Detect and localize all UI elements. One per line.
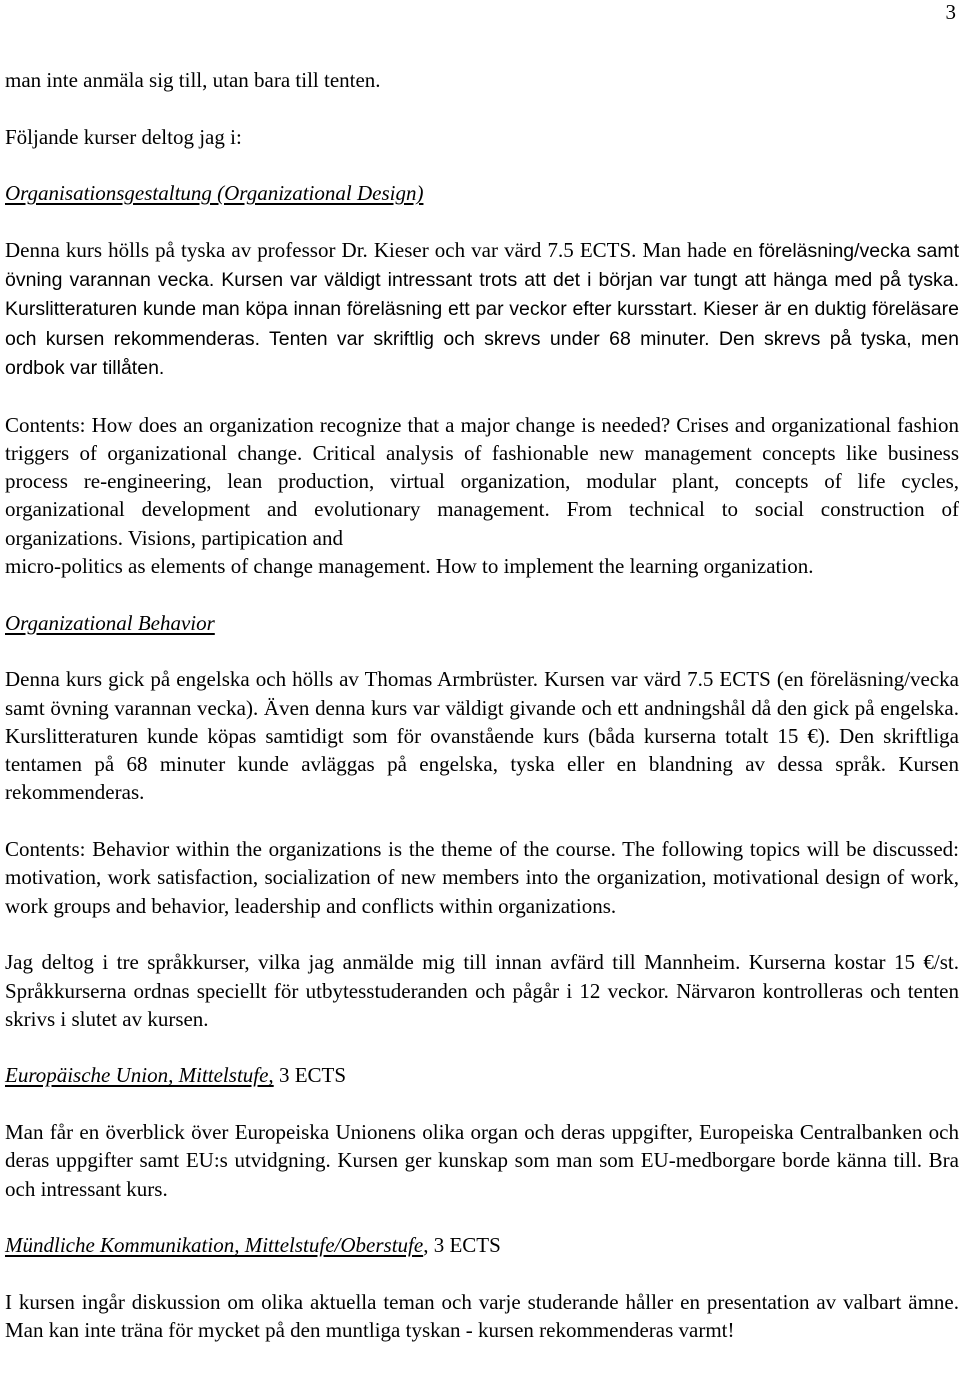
course2-title: Organizational Behavior <box>5 610 215 635</box>
course1-heading <box>5 179 959 207</box>
course1-description-sans: föreläsning/vecka samt övning varannan vecka. Kursen var väldigt intressant trots att det i början var tungt att hänga med på tyska. Kurslitteraturen kunde man köpa innan föreläsning ett par veckor efter kursstart. Kieser är en duktig föreläsare och kursen rekommenderas. Tenten var skriftlig och skrevs under 68 minuter. Den skrevs på tyska, men ordbok var tillåten. <box>5 239 959 379</box>
course1-description-serif: Denna kurs hölls på tyska av professor Dr. Kieser och var värd 7.5 ECTS. Man hade en <box>5 237 753 262</box>
course2-description: Denna kurs gick på engelska och hölls av Thomas Armbrüster. Kursen var värd 7.5 ECTS (en föreläsning/vecka samt övning varannan vecka). Även denna kurs var väldigt givande och ett andningshål då den gick på engelska. Kurslitteraturen kunde köpas samtidigt som för ovanstående kurs (båda kurserna totalt 15 €). Den skriftliga tentamen på 68 minuter kunde avläggas på engelska, tyska eller en blandning av dessa språk. Kursen rekommenderas. <box>5 667 959 805</box>
course4-credits: , 3 ECTS <box>423 1233 501 1258</box>
course4-title: Mündliche Kommunikation, Mittelstufe/Oberstufe <box>5 1233 424 1258</box>
intro-paragraph: man inte anmäla sig till, utan bara till tenten. <box>5 68 381 92</box>
course4-heading <box>5 1231 959 1259</box>
course3-title: Europäische Union, Mittelstufe, <box>5 1063 274 1088</box>
course1-title: Organisationsgestaltung (Organizational Design) <box>5 181 424 206</box>
language-courses-paragraph: Jag deltog i tre språkkurser, vilka jag anmälde mig till innan avfärd till Mannheim. Kurserna kostar 15 €/st. Språkkurserna ordnas speciellt för utbytesstuderanden och pågår i 12 veckor. Närvaron kontrolleras och tenten skrivs i slutet av kursen. <box>5 950 959 1031</box>
course1-contents <box>5 411 959 581</box>
course1-contents-last: micro-politics as elements of change management. How to implement the learning organization. <box>5 554 814 579</box>
courses-intro: Följande kurser deltog jag i: <box>5 124 242 149</box>
course1-contents-main: Contents: How does an organization recognize that a major change is needed? Crises and organizational fashion triggers of organizational change. Critical analysis of fashionable new management concepts like business process re-engineering, lean production, virtual organization, modular plant, concepts of life cycles, organizational development and evolutionary management. From technical to social construction of organizations. Visions, partipication and <box>5 412 959 550</box>
course3-heading <box>5 1061 959 1089</box>
course2-heading <box>5 609 959 637</box>
course3-description: Man får en överblick över Europeiska Unionens olika organ och deras uppgifter, Europeiska Centralbanken och deras uppgifter samt EU:s utvidgning. Kursen ger kunskap som man som EU-medborgare borde känna till. Bra och intressant kurs. <box>5 1119 959 1201</box>
course3-credits: 3 ECTS <box>278 1063 347 1088</box>
course2-contents: Contents: Behavior within the organizations is the theme of the course. The following topics will be discussed: motivation, work satisfaction, socialization of new members into the organization, motivational design of work, work groups and behavior, leadership and conflicts within organizations. <box>5 837 959 918</box>
page-number: 3 <box>945 0 956 24</box>
course4-description: I kursen ingår diskussion om olika aktuella teman och varje studerande håller en presentation av valbart ämne. Man kan inte träna för mycket på den muntliga tyskan - kursen rekommenderas varmt! <box>5 1289 959 1343</box>
document-body <box>5 66 959 1344</box>
course1-description <box>5 236 959 382</box>
